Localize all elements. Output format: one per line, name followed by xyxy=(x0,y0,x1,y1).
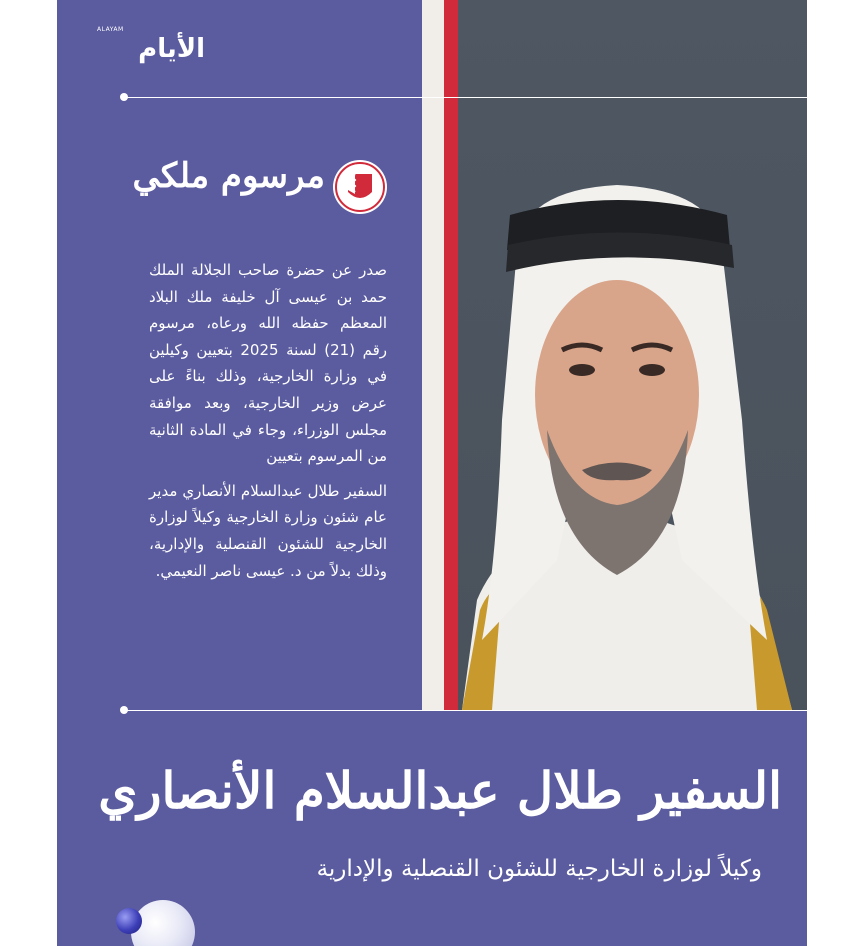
logo-latin: ALAYAM xyxy=(97,26,124,33)
announcement-card xyxy=(57,0,807,946)
divider-line-bottom xyxy=(125,710,807,711)
bahrain-emblem-icon xyxy=(333,160,387,214)
decree-paragraph-1: صدر عن حضرة صاحب الجلالة الملك حمد بن عيسى آل خليفة ملك البلاد المعظم حفظه الله ورعاه، مرسوم رقم (21) لسنة 2025 بتعيين وكيلين في وزارة الخارجية، وذلك بناءً على عرض وزير الخارجية، وبعد موافقة مجلس الوزراء، وجاء في المادة الثانية من المرسوم بتعيين xyxy=(149,261,387,466)
divider-line-top xyxy=(125,97,807,98)
portrait-figure xyxy=(422,0,807,710)
decree-body xyxy=(149,257,387,584)
headline-role: وكيلاً لوزارة الخارجية للشئون القنصلية والإدارية xyxy=(316,856,762,882)
decree-paragraph-2: السفير طلال عبدالسلام الأنصاري مدير عام شئون وزارة الخارجية وكيلاً لوزارة الخارجية للشئون القنصلية والإدارية، وذلك بدلاً من د. عيسى ناصر النعيمي. xyxy=(149,481,387,580)
decorative-sphere-small xyxy=(116,908,142,934)
headline-name: السفير طلال عبدالسلام الأنصاري xyxy=(98,761,782,820)
portrait-photo xyxy=(422,0,807,710)
alayam-logo: الأيام xyxy=(138,34,205,64)
decree-title: مرسوم ملكي xyxy=(132,156,325,196)
